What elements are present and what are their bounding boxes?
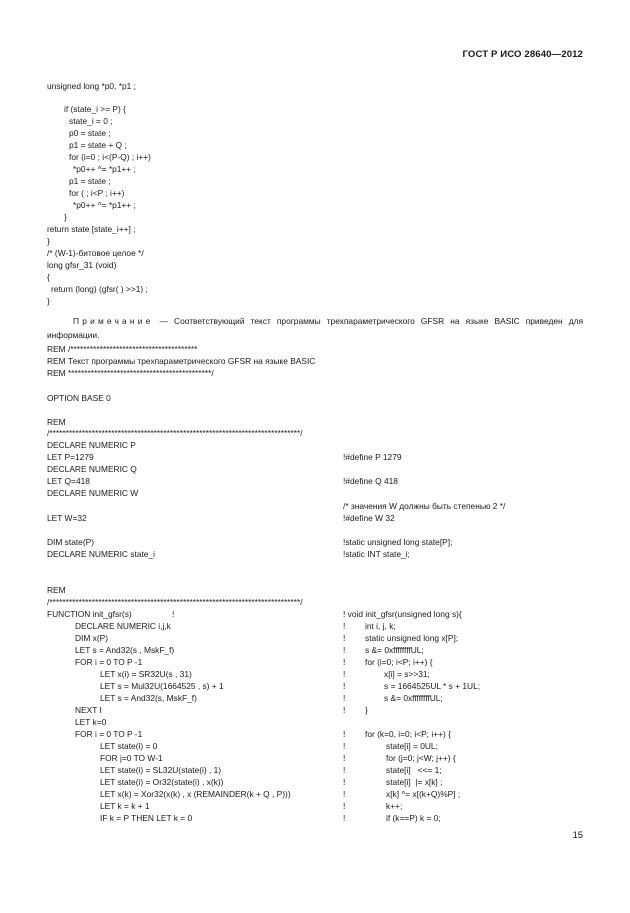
comment-bang: ! (343, 765, 346, 775)
comment-bang: ! (343, 633, 346, 643)
comment-line: static unsigned long x[P]; (365, 633, 459, 643)
code-line: LET k = k + 1 (100, 801, 150, 811)
document-header: ГОСТ Р ИСО 28640—2012 (462, 49, 583, 60)
code-line: LET k=0 (75, 717, 107, 727)
note-text: — Соответствующий текст программы трехпараметрического GFSR на языке BASIC приведен для информации. (47, 316, 584, 340)
code-line: DIM state(P) (47, 537, 94, 547)
code-line: LET P=1279 (47, 452, 94, 462)
comment-line: if (k==P) k = 0; (386, 813, 441, 823)
note-paragraph (47, 314, 583, 342)
comment-bang: ! (343, 813, 346, 823)
comment-line: !static unsigned long state[P]; (343, 537, 453, 547)
code-line: /* (W-1)-битовое целое */ (47, 248, 144, 258)
comment-line: } (365, 705, 368, 715)
page-number: 15 (572, 829, 583, 840)
code-line: unsigned long *p0, *p1 ; (47, 81, 136, 91)
code-line: LET s = And32(s, MskF_f) (100, 693, 197, 703)
code-line: LET state(i) = SL32U(state(i) , 1) (100, 765, 222, 775)
comment-line: !#define W 32 (343, 513, 395, 523)
comment-line: for (i=0; i<P; i++) { (365, 657, 433, 667)
comment-line: s &= 0xffffffffUL; (365, 645, 424, 655)
comment-bang: ! (343, 681, 346, 691)
comment-line: !#define P 1279 (343, 452, 402, 462)
comment-line: k++; (386, 801, 403, 811)
code-line: } (64, 212, 67, 222)
code-line: OPTION BASE 0 (47, 393, 111, 403)
code-line: LET state(i) = 0 (100, 741, 158, 751)
comment-bang: ! (343, 669, 346, 679)
comment-line: s &= 0xffffffffUL; (384, 693, 443, 703)
comment-bang: ! (343, 729, 346, 739)
code-line: DECLARE NUMERIC Q (47, 464, 137, 474)
comment-line: s = 1664525UL * s + 1UL; (384, 681, 481, 691)
code-line: FUNCTION init_gfsr(s) (47, 609, 132, 619)
code-line: /*****************************************************************************/ (47, 428, 303, 438)
comment-bang: ! (343, 741, 346, 751)
comment-line: x[k] ^= x[(k+Q)%P] ; (386, 789, 461, 799)
comment-line: state[i] = 0UL; (386, 741, 438, 751)
code-line: REM (47, 585, 66, 595)
code-line: p0 = state ; (69, 128, 111, 138)
code-line: LET s = And32(s , MskF_f) (75, 645, 175, 655)
code-line: LET x(k) = Xor32(x(k) , x (REMAINDER(k + Q , P))) (100, 789, 291, 799)
comment-line: state[i] <<= 1; (386, 765, 442, 775)
code-line: NEXT I (75, 705, 102, 715)
comment-line: for (k=0, i=0; i<P; i++) { (365, 729, 451, 739)
code-line: p1 = state ; (69, 176, 111, 186)
code-line: REM Текст программы трехпараметрического GFSR на языке BASIC (47, 356, 316, 366)
code-line: DECLARE NUMERIC W (47, 488, 139, 498)
code-line: LET s = Mul32U(1664525 , s) + 1 (100, 681, 224, 691)
code-line: DECLARE NUMERIC i,j,k (75, 621, 171, 631)
comment-bang: ! (343, 693, 346, 703)
code-line: if (state_i >= P) { (64, 104, 126, 114)
code-line: REM /*************************************** (47, 344, 198, 354)
comment-line: for (j=0; j<W; j++) { (386, 753, 456, 763)
code-line: LET Q=418 (47, 476, 90, 486)
comment-bang: ! (172, 609, 175, 619)
code-line: IF k = P THEN LET k = 0 (100, 813, 193, 823)
comment-line: ! void init_gfsr(unsigned long s){ (343, 609, 462, 619)
code-line: /*****************************************************************************/ (47, 597, 303, 607)
comment-line: !static INT state_i; (343, 549, 410, 559)
comment-line: x[i] = s>>31; (384, 669, 430, 679)
code-line: DECLARE NUMERIC P (47, 440, 136, 450)
code-line: long gfsr_31 (void) (47, 260, 117, 270)
code-line: *p0++ ^= *p1++ ; (73, 164, 136, 174)
comment-bang: ! (343, 657, 346, 667)
comment-bang: ! (343, 621, 346, 631)
comment-bang: ! (343, 753, 346, 763)
code-line: return state [state_i++] ; (47, 224, 136, 234)
code-line: state_i = 0 ; (69, 116, 113, 126)
code-line: return (long) (gfsr( ) >>1) ; (51, 284, 148, 294)
code-line: for ( ; i<P ; i++) (69, 188, 125, 198)
code-line: p1 = state + Q ; (69, 140, 127, 150)
comment-bang: ! (343, 789, 346, 799)
code-line: } (47, 296, 50, 306)
comment-bang: ! (343, 777, 346, 787)
comment-line: int i, j, k; (365, 621, 396, 631)
code-line: REM ********************************************/ (47, 368, 214, 378)
note-label: Примечание (73, 316, 154, 326)
code-line: *p0++ ^= *p1++ ; (73, 200, 136, 210)
code-line: FOR i = 0 TO P -1 (75, 729, 143, 739)
code-line: REM (47, 417, 66, 427)
code-line: FOR i = 0 TO P -1 (75, 657, 143, 667)
code-line: DECLARE NUMERIC state_i (47, 549, 155, 559)
code-line: FOR j=0 TO W-1 (100, 753, 163, 763)
code-line: LET W=32 (47, 513, 87, 523)
code-line: } (47, 236, 50, 246)
comment-bang: ! (343, 801, 346, 811)
code-line: LET x(i) = SR32U(s , 31) (100, 669, 192, 679)
code-line: LET state(i) = Or32(state(i) , x(k)) (100, 777, 224, 787)
comment-bang: ! (343, 645, 346, 655)
comment-line: /* значения W должны быть степенью 2 */ (343, 501, 506, 511)
code-line: { (47, 272, 50, 282)
code-line: for (i=0 ; i<(P-Q) ; i++) (69, 152, 151, 162)
code-line: DIM x(P) (75, 633, 109, 643)
comment-line: !#define Q 418 (343, 476, 398, 486)
comment-line: state[i] |= x[k] ; (386, 777, 443, 787)
comment-bang: ! (343, 705, 346, 715)
